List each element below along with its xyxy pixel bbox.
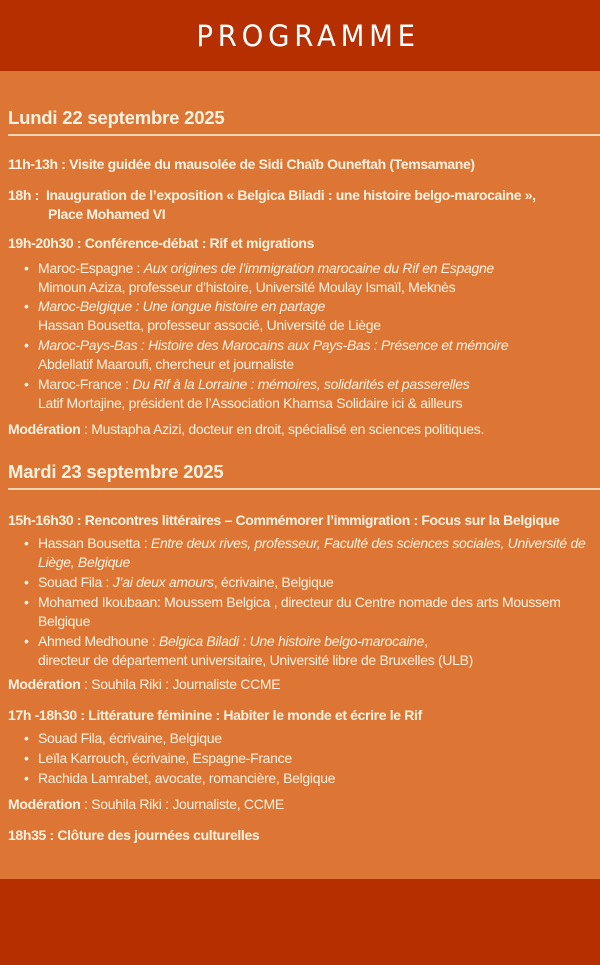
programme-slot: 17h -18h30 : Littérature féminine : Habiter le monde et écrire le Rif: [8, 707, 422, 723]
slot-title: Conférence-débat : Rif et migrations: [84, 235, 315, 251]
list-item: Souad Fila : J’ai deux amours, écrivaine, Belgique: [38, 574, 334, 590]
slot-title: Visite guidée du mausolée de Sidi Chaïb Ouneftah (Temsamane): [69, 156, 475, 172]
bullet-icon: •: [24, 750, 29, 766]
list-item: Mohamed Ikoubaan: Moussem Belgica , directeur du Centre nomade des arts Moussem: [38, 594, 561, 610]
talk-topic: Aux origines de l’immigration marocaine du Rif en Espagne: [143, 260, 494, 276]
list-item: Rachida Lamrabet, avocate, romancière, Belgique: [38, 770, 336, 786]
programme-content: Lundi 22 septembre 2025 11h-13h : Visite guidée du mausolée de Sidi Chaïb Ouneftah (Temsamane) 18h : Inauguration de l’exposition « Belgica Biladi : une histoire belgo-marocaine », Place Mohamed VI 19h-20h30 : Conférence-débat : Rif et migrations • Maroc-Espagne : Aux origines de l’immigration marocaine du Rif en Espagne Mimoun Aziza, professeur d’histoire, Université Moulay Ismaïl, Meknès • Maroc-Belgique : Une longue histoire en partage Hassan Bousetta, professeur associé, Université de Liège • Maroc-Pays-Bas : Histoire des Marocains aux Pays-Bas : Présence et mémoire Abdellatif Maaroufi, chercheur et journaliste • Maroc-France : Du Rif à la Lorraine : mémoires, solidarités et passerelles Latif Mortajine, président de l’Association Khamsa Solidaire ici & ailleurs Modération : Mustapha Azizi, docteur en droit, spécialisé en sciences politiques. Mardi 23 septembre 2025 15h-16h30 : Rencontres littéraires – Commémorer l’immigration : Focus sur la Belgique • Hassan Bousetta : Entre deux rives, professeur, Faculté des sciences sociales, Université de Liège, Belgique • Souad Fila : J’ai deux amours, écrivaine, Belgique • Mohamed Ikoubaan: Moussem Belgica , directeur du Centre nomade des arts Moussem Belgique • Ahmed Medhoune : Belgica Biladi : Une histoire belgo-marocaine, directeur de département universitaire, Université libre de Bruxelles (ULB) Modération : Souhila Riki : Journaliste CCME 17h -18h30 : Littérature féminine : Habiter le monde et écrire le Rif • Souad Fila, écrivaine, Belgique • Leïla Karrouch, écrivaine, Espagne-France • Rachida Lamrabet, avocate, romancière, Belgique Modération : Souhila Riki : Journaliste, CCME 18h35 : Clôture des journées culturelles: [0, 71, 600, 879]
talk-topic: Du Rif à la Lorraine : mémoires, solidarités et passerelles: [132, 376, 470, 392]
slot-title: Clôture des journées culturelles: [57, 827, 260, 843]
slot-title: Inauguration de l’exposition « Belgica Biladi : une histoire belgo-marocaine »,: [46, 187, 536, 203]
day-heading: Mardi 23 septembre 2025: [8, 461, 224, 482]
speaker: Latif Mortajine, président de l’Association Khamsa Solidaire ici & ailleurs: [38, 395, 463, 411]
bullet-icon: •: [24, 574, 29, 590]
list-item: Leïla Karrouch, écrivaine, Espagne-France: [38, 750, 292, 766]
programme-slot: 11h-13h : Visite guidée du mausolée de Sidi Chaïb Ouneftah (Temsamane): [8, 156, 475, 172]
list-item: Maroc-Pays-Bas : Histoire des Marocains aux Pays-Bas : Présence et mémoire: [38, 337, 509, 353]
list-item: Maroc-Belgique : Une longue histoire en partage: [38, 298, 326, 314]
divider: [8, 488, 600, 490]
slot-time: 19h-20h30: [8, 235, 74, 251]
bullet-icon: •: [24, 594, 29, 610]
bullet-icon: •: [24, 298, 29, 314]
slot-time: 18h: [8, 187, 32, 203]
list-item: Maroc-Espagne : Aux origines de l’immigration marocaine du Rif en Espagne: [38, 260, 494, 276]
slot-time: 15h-16h30: [8, 512, 74, 528]
slot-time: 17h -18h30: [8, 707, 77, 723]
bullet-icon: •: [24, 535, 29, 551]
slot-title-continued: Place Mohamed VI: [48, 206, 166, 222]
bullet-icon: •: [24, 260, 29, 276]
slot-title: Littérature féminine : Habiter le monde et écrire le Rif: [88, 707, 422, 723]
footer-banner: [0, 879, 600, 965]
moderation: Modération : Mustapha Azizi, docteur en droit, spécialisé en sciences politiques.: [8, 421, 485, 437]
list-item: Maroc-France : Du Rif à la Lorraine : mémoires, solidarités et passerelles: [38, 376, 470, 392]
divider: [8, 134, 600, 136]
talk-topic: Histoire des Marocains aux Pays-Bas : Présence et mémoire: [148, 337, 509, 353]
list-item: Souad Fila, écrivaine, Belgique: [38, 730, 222, 746]
list-item: Hassan Bousetta : Entre deux rives, professeur, Faculté des sciences sociales, Université de: [38, 535, 586, 551]
programme-slot: 15h-16h30 : Rencontres littéraires – Commémorer l’immigration : Focus sur la Belgique: [8, 512, 560, 528]
bullet-icon: •: [24, 633, 29, 649]
slot-time: 18h35: [8, 827, 46, 843]
list-item: Ahmed Medhoune : Belgica Biladi : Une histoire belgo-marocaine,: [38, 633, 428, 649]
talk-topic: Une longue histoire en partage: [142, 298, 326, 314]
work-title: Belgica Biladi : Une histoire belgo-marocaine: [159, 633, 425, 649]
moderation: Modération : Souhila Riki : Journaliste, CCME: [8, 796, 284, 812]
bullet-icon: •: [24, 376, 29, 392]
slot-title: Rencontres littéraires – Commémorer l’immigration : Focus sur la Belgique: [84, 512, 560, 528]
work-title: J’ai deux amours: [112, 574, 214, 590]
speaker: Abdellatif Maaroufi, chercheur et journaliste: [38, 356, 294, 372]
page-title: PROGRAMME: [196, 18, 421, 53]
header-banner: [0, 0, 600, 71]
bullet-icon: •: [24, 730, 29, 746]
slot-time: 11h-13h: [8, 156, 58, 172]
bullet-icon: •: [24, 770, 29, 786]
day-heading: Lundi 22 septembre 2025: [8, 107, 225, 128]
moderation: Modération : Souhila Riki : Journaliste CCME: [8, 676, 281, 692]
speaker: Hassan Bousetta, professeur associé, Université de Liège: [38, 317, 381, 333]
programme-slot: 19h-20h30 : Conférence-débat : Rif et migrations: [8, 235, 315, 251]
bullet-icon: •: [24, 337, 29, 353]
programme-slot: 18h35 : Clôture des journées culturelles: [8, 827, 260, 843]
programme-slot: 18h : Inauguration de l’exposition « Belgica Biladi : une histoire belgo-marocaine », Place Mohamed VI: [8, 187, 536, 222]
speaker: Mimoun Aziza, professeur d’histoire, Université Moulay Ismaïl, Meknès: [38, 279, 456, 295]
